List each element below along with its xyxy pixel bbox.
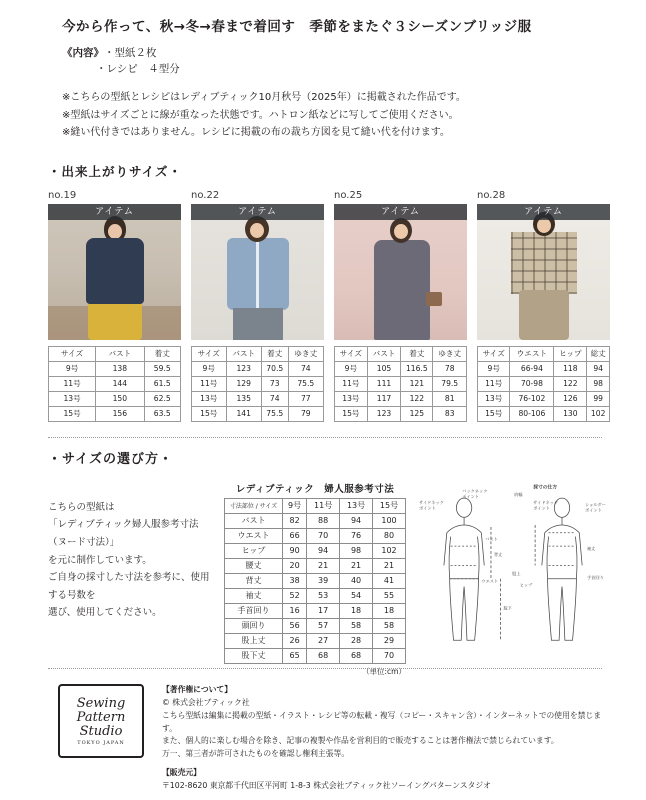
contents-label: 《内容》 (62, 46, 104, 59)
cell: 66-94 (510, 361, 554, 376)
cell: 39 (307, 573, 340, 588)
cell: 40 (340, 573, 373, 588)
size-choose-text (48, 481, 212, 677)
label-waist: ウエスト (481, 578, 499, 584)
row-label: バスト (225, 513, 283, 528)
logo-line-3: Studio (79, 723, 123, 739)
label-hip: ヒップ (519, 582, 533, 588)
cell: 55 (373, 588, 406, 603)
col-header: バスト (226, 346, 261, 361)
table-row (478, 376, 610, 391)
sales-title: 【販売元】 (162, 768, 201, 778)
corner-header: 寸法部位 / サイズ (225, 498, 283, 513)
col-header: サイズ (335, 346, 368, 361)
row-label: 袖丈 (225, 588, 283, 603)
table-row (49, 391, 181, 406)
choose-line-2: を元に制作しています。 (48, 554, 152, 566)
table-row (335, 391, 467, 406)
cell: 102 (587, 406, 610, 421)
section-heading-size-choose: ・サイズの選び方・ (48, 451, 173, 467)
measurement-table (191, 346, 324, 422)
contents-item-1: ・レシピ ４型分 (96, 63, 180, 76)
cell: 16 (283, 603, 307, 618)
table-row (225, 603, 406, 618)
cell: 83 (433, 406, 467, 421)
size-header: 13号 (340, 498, 373, 513)
cell: 123 (226, 361, 261, 376)
cell: 65 (283, 648, 307, 663)
cell: 29 (373, 633, 406, 648)
label-rise: 股上 (512, 570, 521, 576)
photo-blue-stripe-shirt (191, 204, 324, 340)
label-sleeve-length: 袖丈 (586, 545, 596, 551)
table-row (225, 558, 406, 573)
notice-line-2: また、個人的に楽しむ場合を除き、記事の複製や作品を営利目的で販売することは著作権法で禁じられています。 (162, 736, 559, 746)
item-card (334, 190, 467, 422)
table-row (225, 633, 406, 648)
label-back-length: 背丈 (493, 551, 503, 557)
cell: 121 (401, 376, 433, 391)
divider (48, 437, 602, 438)
cell: 82 (283, 513, 307, 528)
table-row (49, 376, 181, 391)
cell: 11号 (335, 376, 368, 391)
notice-line-1: こちら型紙は編集に掲載の型紙・イラスト・レシピ等の転載・複写（コピー・スキャン含）・インターネットでの使用を禁じます。 (162, 710, 602, 733)
logo-line-1: Sewing (76, 696, 126, 712)
col-header: 着丈 (261, 346, 288, 361)
table-row (192, 376, 324, 391)
cell: 98 (340, 543, 373, 558)
reference-size-table (224, 498, 406, 664)
item-photo (191, 204, 324, 340)
label-side-neck-point: サイドネック (418, 499, 444, 505)
col-header: バスト (96, 346, 144, 361)
cell: 105 (367, 361, 401, 376)
contents-item-0: ・型紙２枚 (104, 46, 157, 59)
measurement-diagram (418, 481, 610, 677)
size-header: 9号 (283, 498, 307, 513)
svg-text:ポイント: ポイント (418, 505, 436, 511)
diagram-title: 採寸の仕方 (533, 485, 558, 491)
size-header: 11号 (307, 498, 340, 513)
cell: 123 (367, 406, 401, 421)
cell: 15号 (192, 406, 227, 421)
item-card (477, 190, 610, 422)
table-row (192, 406, 324, 421)
col-header: 着丈 (401, 346, 433, 361)
label-wrist-round: 手首回り (586, 574, 604, 580)
item-photo (477, 204, 610, 340)
cell: 81 (433, 391, 467, 406)
item-card (48, 190, 181, 422)
cell: 74 (261, 391, 288, 406)
row-label: 頭回り (225, 618, 283, 633)
cell: 76 (340, 528, 373, 543)
section-heading-finished-size: ・出来上がりサイズ・ (48, 163, 183, 179)
cell: 102 (373, 543, 406, 558)
item-number: no.25 (334, 189, 363, 201)
cell: 58 (340, 618, 373, 633)
cell: 61.5 (144, 376, 180, 391)
col-header: サイズ (192, 346, 227, 361)
cell: 56 (283, 618, 307, 633)
item-number: no.28 (477, 189, 506, 201)
table-row (192, 361, 324, 376)
reference-table-title: レディブティック 婦人服参考寸法 (235, 483, 395, 495)
col-header: 着丈 (144, 346, 180, 361)
cell: 135 (226, 391, 261, 406)
svg-text:ポイント: ポイント (533, 505, 551, 511)
choose-line-3: ご自身の採寸した寸法を参考に、使用する号数を (48, 572, 210, 601)
row-label: 手首回り (225, 603, 283, 618)
cell: 11号 (478, 376, 510, 391)
cell: 21 (373, 558, 406, 573)
cell: 17 (307, 603, 340, 618)
cell: 28 (340, 633, 373, 648)
cell: 150 (96, 391, 144, 406)
cell: 77 (288, 391, 323, 406)
cell: 79.5 (433, 376, 467, 391)
body-figures-svg (418, 481, 610, 667)
brand-logo (58, 684, 144, 758)
item-number: no.19 (48, 189, 77, 201)
col-header: ヒップ (554, 346, 587, 361)
table-row (192, 391, 324, 406)
table-row (225, 543, 406, 558)
cell: 26 (283, 633, 307, 648)
choose-line-0: こちらの型紙は (48, 501, 115, 513)
cell: 75.5 (288, 376, 323, 391)
cell: 68 (340, 648, 373, 663)
cell: 129 (226, 376, 261, 391)
items-grid (0, 190, 646, 422)
row-label: 股上丈 (225, 633, 283, 648)
col-header: バスト (367, 346, 401, 361)
cell: 156 (96, 406, 144, 421)
cell: 54 (340, 588, 373, 603)
table-row (225, 618, 406, 633)
cell: 94 (587, 361, 610, 376)
cell: 11号 (49, 376, 96, 391)
cell: 94 (307, 543, 340, 558)
cell: 138 (96, 361, 144, 376)
cell: 68 (307, 648, 340, 663)
logo-line-2: Pattern (76, 710, 126, 726)
table-row (225, 573, 406, 588)
cell: 80 (373, 528, 406, 543)
cell: 73 (261, 376, 288, 391)
cell: 111 (367, 376, 401, 391)
table-row (478, 361, 610, 376)
cell: 122 (554, 376, 587, 391)
cell: 70-98 (510, 376, 554, 391)
measurement-table (48, 346, 181, 422)
cell: 79 (288, 406, 323, 421)
cell: 90 (283, 543, 307, 558)
cell: 66 (283, 528, 307, 543)
col-header: ウエスト (510, 346, 554, 361)
cell: 15号 (49, 406, 96, 421)
cell: 98 (587, 376, 610, 391)
cell: 13号 (49, 391, 96, 406)
reference-size-table-wrap (224, 481, 406, 677)
notice-title: 【著作権について】 (162, 685, 233, 694)
logo-line-4: TOKYO JAPAN (77, 740, 125, 747)
table-row (478, 391, 610, 406)
label-side-neck-point-2: サイドネック (533, 499, 559, 505)
label-shoulder-point: ショルダー (585, 501, 606, 507)
contents-block (62, 45, 602, 78)
photo-navy-print-pullover (48, 204, 181, 340)
cell: 88 (307, 513, 340, 528)
cell: 21 (340, 558, 373, 573)
cell: 78 (433, 361, 467, 376)
table-row (225, 528, 406, 543)
cell: 18 (340, 603, 373, 618)
cell: 15号 (478, 406, 510, 421)
notice-line-3: 万一、第三者が許可されたものを確認し権利主張等。 (162, 749, 350, 759)
cell: 99 (587, 391, 610, 406)
footer (0, 668, 646, 793)
cell: 130 (554, 406, 587, 421)
cell: 62.5 (144, 391, 180, 406)
item-badge: アイテム (477, 204, 610, 220)
label-inseam: 股下 (503, 605, 512, 611)
cell: 75.5 (261, 406, 288, 421)
cell: 116.5 (401, 361, 433, 376)
cell: 53 (307, 588, 340, 603)
choose-line-4: 選び、使用してください。 (48, 607, 162, 619)
cell: 13号 (335, 391, 368, 406)
row-label: 腰丈 (225, 558, 283, 573)
row-label: 股下丈 (225, 648, 283, 663)
cell: 122 (401, 391, 433, 406)
cell: 80-106 (510, 406, 554, 421)
label-shoulder-width: 肩幅 (514, 492, 523, 498)
photo-floral-long-dress (334, 204, 467, 340)
choose-line-1: 「レディブティック婦人服参考寸法（ヌード寸法）」 (48, 519, 199, 549)
item-number: no.22 (191, 189, 220, 201)
cell: 118 (554, 361, 587, 376)
cell: 117 (367, 391, 401, 406)
item-photo (48, 204, 181, 340)
cell: 52 (283, 588, 307, 603)
col-header: サイズ (478, 346, 510, 361)
table-row (225, 588, 406, 603)
item-photo (334, 204, 467, 340)
photo-check-shirt-tapered-pants (477, 204, 610, 340)
cell: 13号 (192, 391, 227, 406)
measurement-table (334, 346, 467, 422)
intro-block (0, 0, 646, 142)
cell: 20 (283, 558, 307, 573)
cell: 21 (307, 558, 340, 573)
cell: 100 (373, 513, 406, 528)
col-header: ゆき丈 (288, 346, 323, 361)
label-back-neck-point: バックネック (462, 488, 488, 494)
label-bust: バスト (485, 536, 498, 542)
table-row (49, 406, 181, 421)
item-badge: アイテム (334, 204, 467, 220)
cell: 9号 (478, 361, 510, 376)
row-label: ヒップ (225, 543, 283, 558)
table-row (225, 513, 406, 528)
item-card (191, 190, 324, 422)
cell: 27 (307, 633, 340, 648)
cell: 13号 (478, 391, 510, 406)
size-choose-block (0, 477, 646, 677)
svg-text:ポイント: ポイント (585, 507, 602, 513)
cell: 76-102 (510, 391, 554, 406)
cell: 15号 (335, 406, 368, 421)
cell: 59.5 (144, 361, 180, 376)
footer-text (162, 684, 606, 793)
cell: 126 (554, 391, 587, 406)
sales-line-0: 〒102-8620 東京都千代田区平河町 1-8-3 株式会社ブティック社ソーイングパターンスタジオ (162, 781, 491, 791)
row-label: ウエスト (225, 528, 283, 543)
size-header: 15号 (373, 498, 406, 513)
measurement-table (477, 346, 610, 422)
cell: 11号 (192, 376, 227, 391)
table-row (49, 361, 181, 376)
page-title: 今から作って、秋→冬→春まで着回す 季節をまたぐ３シーズンブリッジ服 (62, 19, 532, 35)
cell: 18 (373, 603, 406, 618)
cell: 57 (307, 618, 340, 633)
cell: 74 (288, 361, 323, 376)
table-row (335, 361, 467, 376)
col-header: 総丈 (587, 346, 610, 361)
cell: 41 (373, 573, 406, 588)
col-header: ゆき丈 (433, 346, 467, 361)
cell: 63.5 (144, 406, 180, 421)
note-0: ※こちらの型紙とレシピはレディブティック10月秋号（2025年）に掲載された作品です。 (62, 92, 466, 104)
table-row (335, 376, 467, 391)
svg-text:ポイント: ポイント (462, 494, 480, 500)
cell: 9号 (192, 361, 227, 376)
cell: 9号 (335, 361, 368, 376)
cell: 70 (307, 528, 340, 543)
item-badge: アイテム (48, 204, 181, 220)
unit-label: （単位:cm） (362, 666, 406, 676)
note-1: ※型紙はサイズごとに線が重なった状態です。ハトロン紙などに写してご使用ください。 (62, 109, 459, 121)
notice-line-0: © 株式会社ブティック社 (162, 697, 250, 707)
table-row (335, 406, 467, 421)
table-row (225, 648, 406, 663)
table-row (478, 406, 610, 421)
cell: 144 (96, 376, 144, 391)
cell: 38 (283, 573, 307, 588)
cell: 125 (401, 406, 433, 421)
item-badge: アイテム (191, 204, 324, 220)
cell: 141 (226, 406, 261, 421)
col-header: サイズ (49, 346, 96, 361)
cell: 70 (373, 648, 406, 663)
cell: 58 (373, 618, 406, 633)
note-2: ※縫い代付きではありません。レシピに掲載の布の裁ち方図を見て縫い代を付けます。 (62, 127, 450, 139)
notes-block (62, 89, 602, 142)
cell: 94 (340, 513, 373, 528)
cell: 70.5 (261, 361, 288, 376)
cell: 9号 (49, 361, 96, 376)
row-label: 背丈 (225, 573, 283, 588)
